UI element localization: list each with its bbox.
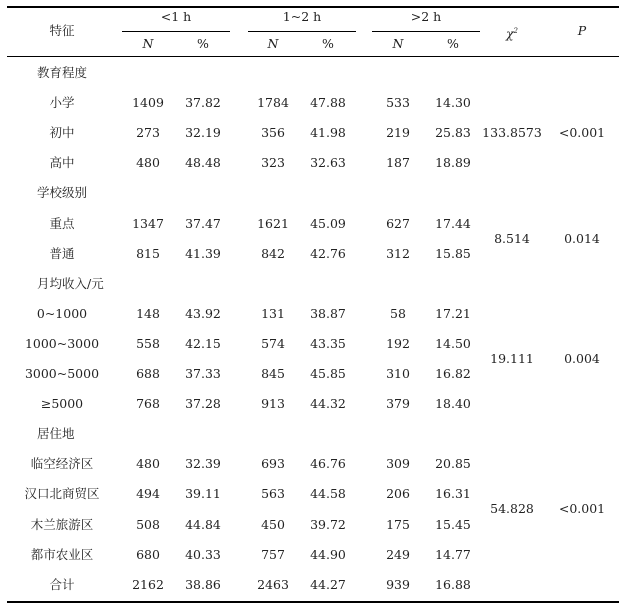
table-cell: 913 xyxy=(261,396,285,412)
row-label: 0~1000 xyxy=(36,305,88,321)
table-cell: 16.31 xyxy=(435,486,471,502)
row-label: 汉口北商贸区 xyxy=(24,486,100,502)
table-cell: 17.44 xyxy=(435,215,471,231)
table-cell: 574 xyxy=(261,335,285,351)
table-cell: 558 xyxy=(136,335,160,351)
table-cell: 1621 xyxy=(257,215,289,231)
table-cell: 131 xyxy=(261,305,285,321)
row-label: 都市农业区 xyxy=(30,546,94,562)
row-label: 合计 xyxy=(49,576,75,592)
header-pct-lt1h: % xyxy=(197,36,209,51)
table-cell: 37.33 xyxy=(185,366,221,381)
section-label: 居住地 xyxy=(37,426,75,442)
group-rule-gt2h xyxy=(372,31,480,32)
table-cell: 42.76 xyxy=(310,245,346,261)
table-cell: 2162 xyxy=(132,576,164,592)
table-cell: 192 xyxy=(386,335,410,351)
bottom-rule xyxy=(7,601,619,603)
table-cell: 37.82 xyxy=(185,95,221,111)
table-cell: 563 xyxy=(261,486,285,502)
table-cell: 14.50 xyxy=(435,335,471,351)
table-cell: 47.88 xyxy=(310,95,346,111)
table-cell: 37.47 xyxy=(185,215,221,231)
table-cell: 939 xyxy=(386,576,410,592)
table-cell: 48.48 xyxy=(185,155,221,171)
table-cell: 43.92 xyxy=(185,305,221,321)
header-group-gt2h: >2 h xyxy=(410,9,442,24)
table-cell: 38.87 xyxy=(310,305,346,321)
row-label: 临空经济区 xyxy=(30,456,94,472)
table-cell: 379 xyxy=(386,396,410,412)
table-cell: 38.86 xyxy=(185,576,221,592)
table-cell: 39.72 xyxy=(310,516,346,532)
table-cell: 533 xyxy=(386,95,410,111)
table-cell: 45.09 xyxy=(310,215,346,231)
table-cell: 41.98 xyxy=(310,125,346,141)
header-pct-gt2h: % xyxy=(447,36,459,51)
table-cell: 757 xyxy=(261,546,285,562)
table-cell: 40.33 xyxy=(185,546,221,562)
table-cell: 508 xyxy=(136,516,160,532)
table-cell: 14.30 xyxy=(435,95,471,111)
header-p-value: P xyxy=(577,23,587,38)
header-pct-1to2h: % xyxy=(322,36,334,51)
table-cell: 1409 xyxy=(132,95,164,111)
chi-square-value: 8.514 xyxy=(494,230,530,246)
table-cell: 25.83 xyxy=(435,125,471,141)
header-n-1to2h: N xyxy=(267,36,279,51)
table-cell: 44.27 xyxy=(310,576,346,592)
table-cell: 312 xyxy=(386,245,410,261)
table-cell: 1347 xyxy=(132,215,164,231)
table-cell: 450 xyxy=(261,516,285,532)
table-cell: 356 xyxy=(261,125,285,141)
table-cell: 323 xyxy=(261,155,285,171)
table-cell: 43.35 xyxy=(310,335,346,351)
row-label: 高中 xyxy=(49,155,75,171)
row-label: 初中 xyxy=(49,125,75,141)
table-cell: 18.89 xyxy=(435,155,471,171)
table-cell: 16.82 xyxy=(435,366,471,381)
table-cell: 680 xyxy=(136,546,160,562)
section-label: 月均收入/元 xyxy=(37,275,104,291)
chi-square-value: 54.828 xyxy=(490,501,534,517)
row-label: 木兰旅游区 xyxy=(30,516,94,532)
header-feature: 特征 xyxy=(49,23,75,38)
p-value: 0.014 xyxy=(564,230,600,246)
table-cell: 693 xyxy=(261,456,285,472)
row-label: 1000~3000 xyxy=(24,335,100,351)
table-cell: 249 xyxy=(386,546,410,562)
table-cell: 309 xyxy=(386,456,410,472)
row-label: 重点 xyxy=(49,215,75,231)
table-cell: 37.28 xyxy=(185,396,221,412)
top-rule xyxy=(7,6,619,8)
table-cell: 44.90 xyxy=(310,546,346,562)
table-cell: 2463 xyxy=(257,576,289,592)
header-n-gt2h: N xyxy=(392,36,404,51)
table-cell: 18.40 xyxy=(435,396,471,412)
table-cell: 44.32 xyxy=(310,396,346,412)
table-cell: 480 xyxy=(136,456,160,472)
table-cell: 187 xyxy=(386,155,410,171)
table-cell: 627 xyxy=(386,215,410,231)
table-cell: 206 xyxy=(386,486,410,502)
table-cell: 494 xyxy=(136,486,160,502)
row-label: 小学 xyxy=(49,95,75,111)
chi-square-value: 133.8573 xyxy=(482,125,542,141)
table-cell: 46.76 xyxy=(310,456,346,472)
header-n-lt1h: N xyxy=(142,36,154,51)
table-cell: 310 xyxy=(386,366,410,381)
table-cell: 45.85 xyxy=(310,366,346,381)
header-group-lt1h: <1 h xyxy=(160,9,192,24)
chi-square-value: 19.111 xyxy=(490,350,534,366)
table-cell: 175 xyxy=(386,516,410,532)
section-label: 学校级别 xyxy=(37,185,88,201)
table-cell: 41.39 xyxy=(185,245,221,261)
header-chi-square: $\chi^2$ xyxy=(505,26,519,42)
group-rule-lt1h xyxy=(122,31,230,32)
table-cell: 480 xyxy=(136,155,160,171)
header-bottom-rule xyxy=(7,56,619,57)
p-value: <0.001 xyxy=(558,125,606,141)
table-cell: 842 xyxy=(261,245,285,261)
p-value: <0.001 xyxy=(558,501,606,517)
table-cell: 1784 xyxy=(257,95,289,111)
table-cell: 20.85 xyxy=(435,456,471,472)
table-cell: 32.63 xyxy=(310,155,346,171)
table-cell: 845 xyxy=(261,366,285,381)
table-cell: 32.19 xyxy=(185,125,221,141)
table-cell: 16.88 xyxy=(435,576,471,592)
row-label: ≥5000 xyxy=(40,396,84,412)
table-cell: 219 xyxy=(386,125,410,141)
table-cell: 32.39 xyxy=(185,456,221,472)
table-cell: 17.21 xyxy=(435,305,471,321)
table-cell: 15.45 xyxy=(435,516,471,532)
table-cell: 44.58 xyxy=(310,486,346,502)
table-cell: 15.85 xyxy=(435,245,471,261)
header-group-1to2h: 1~2 h xyxy=(282,9,322,24)
table-cell: 815 xyxy=(136,245,160,261)
row-label: 普通 xyxy=(49,245,75,261)
p-value: 0.004 xyxy=(564,350,600,366)
group-rule-1to2h xyxy=(248,31,356,32)
table-cell: 273 xyxy=(136,125,160,141)
table-cell: 44.84 xyxy=(185,516,221,532)
table-cell: 688 xyxy=(136,366,160,381)
table-cell: 42.15 xyxy=(185,335,221,351)
table-cell: 39.11 xyxy=(185,486,221,502)
table-cell: 14.77 xyxy=(435,546,471,562)
section-label: 教育程度 xyxy=(37,65,88,80)
table-cell: 58 xyxy=(390,305,406,321)
table-cell: 148 xyxy=(136,305,160,321)
table-cell: 768 xyxy=(136,396,160,412)
row-label: 3000~5000 xyxy=(24,366,100,381)
